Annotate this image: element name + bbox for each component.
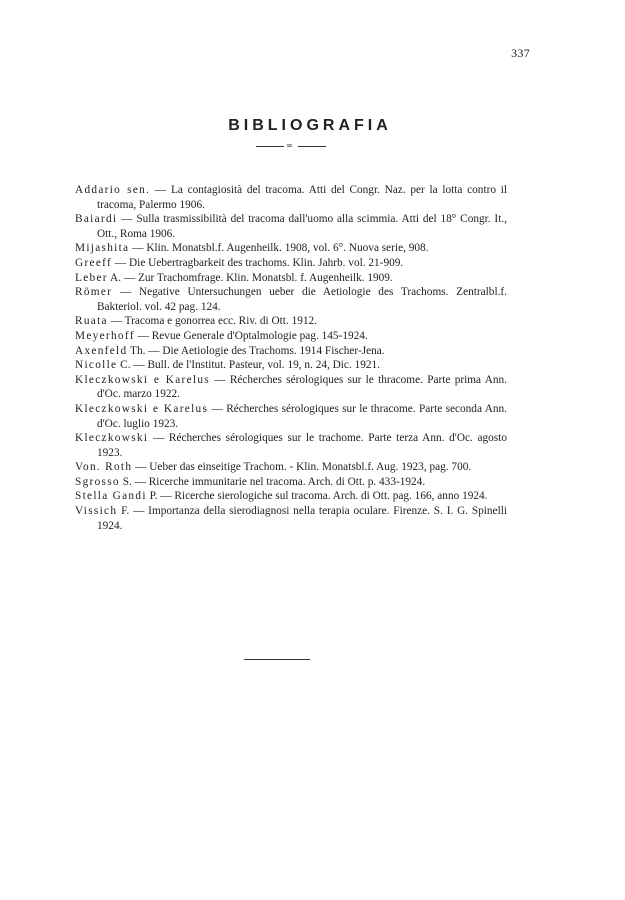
ornament-knot-icon: ∞ — [286, 141, 293, 150]
bibliography-entry — [75, 475, 507, 490]
entry-author: Meyerhoff — [75, 329, 135, 342]
entry-author: Sgrosso — [75, 475, 120, 488]
ornament-line-left — [256, 146, 284, 147]
entry-text: C. — Bull. de l'Institut. Pasteur, vol. 19, n. 24, Dic. 1921. — [117, 359, 381, 372]
bibliography-entry — [75, 460, 507, 475]
bibliography-entry — [75, 504, 507, 533]
entry-author: Kleczkowski e Karelus — [75, 402, 209, 415]
entry-author: Kleczkowski — [75, 432, 149, 445]
bibliography-entry — [75, 183, 507, 212]
entry-text: — Revue Generale d'Optalmologie pag. 145-1924. — [134, 329, 368, 342]
entry-text: — Tracoma e gonorrea ecc. Riv. di Ott. 1912. — [107, 315, 318, 328]
page-title: BIBLIOGRAFIA — [228, 117, 392, 134]
bibliography-entry — [75, 256, 507, 271]
title-ornament — [256, 142, 326, 150]
entry-text: S. — Ricerche immunitarie nel tracoma. Arch. di Ott. p. 433-1924. — [119, 475, 426, 488]
entry-text: — Die Uebertragbarkeit des trachoms. Klin. Jahrb. vol. 21-909. — [112, 256, 404, 269]
entry-author: Mijashita — [75, 242, 130, 255]
bibliography-entry — [75, 314, 507, 329]
entry-author: Vissich — [75, 505, 118, 518]
bibliography-entry — [75, 271, 507, 286]
entry-text: F. — Importanza della sierodiagnosi nella terapia oculare. Firenze. S. I. G. Spinelli 1924. — [97, 505, 507, 532]
bibliography-entry — [75, 431, 507, 460]
entry-text: — Ueber das einseitige Trachom. - Klin. Monatsbl.f. Aug. 1923, pag. 700. — [132, 461, 472, 474]
entry-text: — La contagiosità del tracoma. Atti del Congr. Naz. per la lotta contro il tracoma, Palermo 1906. — [97, 184, 507, 211]
bibliography-entry — [75, 402, 507, 431]
entry-author: Greeff — [75, 256, 113, 269]
entry-author: Römer — [75, 286, 113, 299]
bibliography-entry — [75, 212, 507, 241]
ornament-line-right — [298, 146, 326, 147]
entry-author: Axenfeld — [75, 344, 128, 357]
entry-author: Addario sen. — [75, 184, 151, 196]
page-number: 337 — [511, 46, 530, 60]
closing-rule — [244, 659, 310, 660]
entry-text: — Klin. Monatsbl.f. Augenheilk. 1908, vol. 6°. Nuova serie, 908. — [129, 242, 429, 255]
entry-text: — Récherches sérologiques sur le thracome. Parte prima Ann. d'Oc. marzo 1922. — [97, 373, 507, 401]
bibliography-entry — [75, 285, 507, 314]
bibliography-entry — [75, 329, 507, 344]
entry-text: A. — Zur Trachomfrage. Klin. Monatsbl. f. Augenheilk. 1909. — [107, 271, 393, 284]
bibliography-entry — [75, 241, 507, 256]
bibliography-entry — [75, 489, 507, 504]
entry-text: — Récherches sérologiques sur le thracome. Parte seconda Ann. d'Oc. luglio 1923. — [97, 402, 507, 430]
entry-text: P. — Ricerche sierologiche sul tracoma. Arch. di Ott. pag. 166, anno 1924. — [146, 490, 488, 503]
entry-author: Baiardi — [75, 213, 118, 226]
entry-author: Ruata — [75, 315, 108, 328]
bibliography-entry — [75, 344, 507, 359]
entry-text: Th. — Die Aetiologie des Trachoms. 1914 Fischer-Jena. — [127, 344, 385, 357]
bibliography-entry — [75, 358, 507, 373]
entry-author: Leber — [75, 271, 108, 284]
entry-author: Stella Gandi — [75, 490, 147, 503]
entry-author: Kleczkowski e Karelus — [75, 373, 210, 386]
entry-author: Nicolle — [75, 359, 118, 372]
entry-text: — Récherches sérologiques sur le trachome. Parte terza Ann. d'Oc. agosto 1923. — [97, 432, 507, 459]
bibliography-entry — [75, 373, 507, 402]
entry-author: Von. Roth — [75, 461, 133, 474]
entry-text: — Negative Untersuchungen ueber die Aetiologie des Trachoms. Zentralbl.f. Bakteriol. vol. 42 pag. 124. — [97, 286, 507, 313]
bibliography-list — [75, 183, 507, 533]
entry-text: — Sulla trasmissibilità del tracoma dall'uomo alla scimmia. Atti del 18° Congr. It., Ott., Roma 1906. — [97, 213, 507, 240]
